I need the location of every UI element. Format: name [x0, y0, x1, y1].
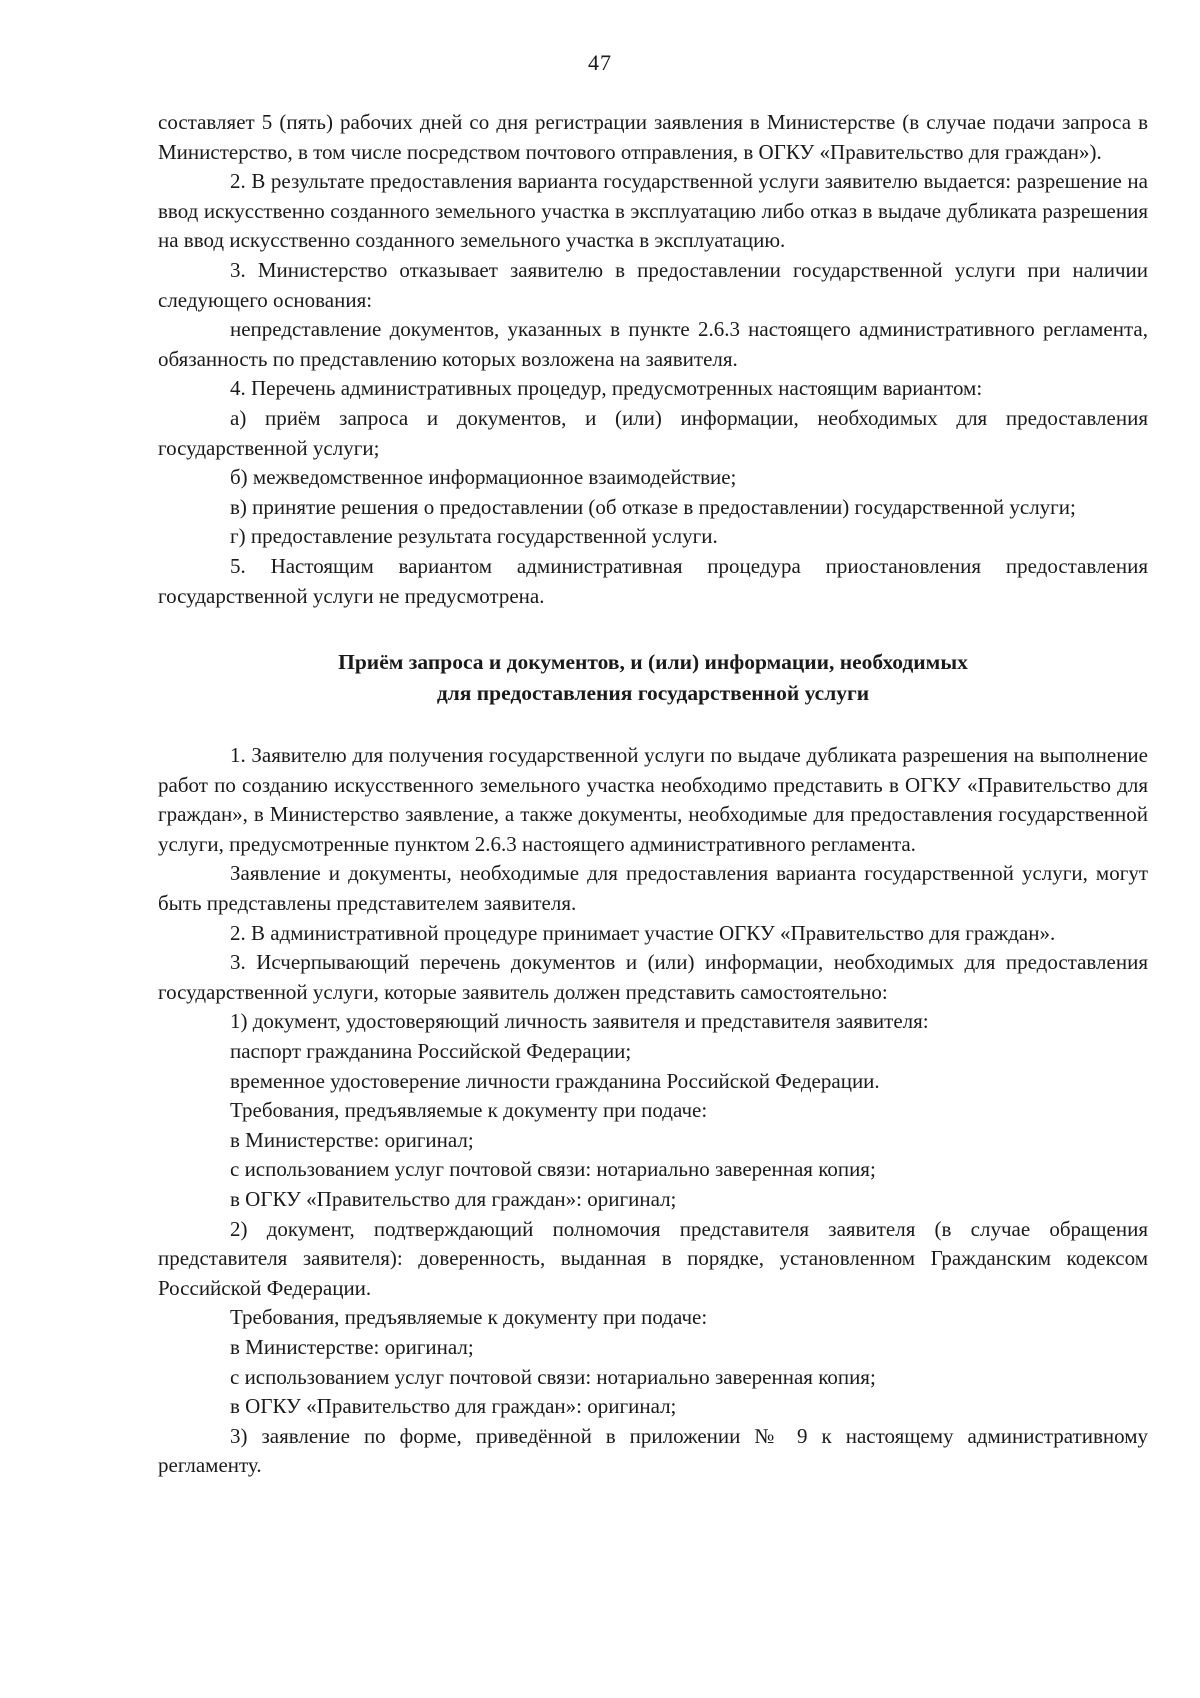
- paragraph: 3. Исчерпывающий перечень документов и (или) информации, необходимых для предоставления государственной услуги, которые заявитель должен представить самостоятельно:: [158, 950, 1148, 1004]
- section-heading-line-2: для предоставления государственной услуги: [436, 681, 870, 706]
- paragraph: с использованием услуг почтовой связи: нотариально заверенная копия;: [230, 1364, 876, 1389]
- section-heading: [158, 647, 1148, 709]
- paragraph: а) приём запроса и документов, и (или) информации, необходимых для предоставления государственной услуги;: [158, 405, 1148, 460]
- section-before-heading: [158, 108, 1148, 611]
- paragraph: Требования, предъявляемые к документу при подаче:: [230, 1305, 708, 1330]
- document-body: [158, 108, 1148, 1481]
- paragraph: 3) заявление по форме, приведённой в приложении № 9 к настоящему административному регламенту.: [158, 1423, 1148, 1478]
- paragraph: непредставление документов, указанных в пункте 2.6.3 настоящего административного регламента, обязанность по представлению которых возложена на заявителя.: [158, 317, 1148, 371]
- paragraph: б) межведомственное информационное взаимодействие;: [230, 465, 737, 490]
- paragraph: 4. Перечень административных процедур, предусмотренных настоящим вариантом:: [230, 376, 983, 401]
- paragraph: в ОГКУ «Правительство для граждан»: оригинал;: [230, 1187, 677, 1211]
- paragraph: Заявление и документы, необходимые для предоставления варианта государственной услуги, могут быть представлены представителем заявителя.: [158, 861, 1148, 916]
- paragraph: в ОГКУ «Правительство для граждан»: оригинал;: [230, 1394, 677, 1419]
- section-after-heading: [158, 741, 1148, 1481]
- paragraph: в) принятие решения о предоставлении (об отказе в предоставлении) государственной услуги;: [230, 494, 1076, 519]
- paragraph: в Министерстве: оригинал;: [230, 1334, 474, 1359]
- paragraph: 2. В результате предоставления варианта государственной услуги заявителю выдается: разрешение на ввод искусственно созданного земельного участка в эксплуатацию либо отказ в выдаче дубликата разрешения на ввод искусственно созданного земельного участка в эксплуатацию.: [158, 169, 1148, 253]
- paragraph: 3. Министерство отказывает заявителю в предоставлении государственной услуги при наличии следующего основания:: [158, 257, 1148, 312]
- paragraph: составляет 5 (пять) рабочих дней со дня регистрации заявления в Министерстве (в случае подачи запроса в Министерство, в том числе посредством почтового отправления, в ОГКУ «Правительство для граждан»).: [158, 110, 1148, 164]
- page-number: 47: [588, 50, 612, 75]
- paragraph: 2. В административной процедуре принимает участие ОГКУ «Правительство для граждан».: [230, 920, 1056, 945]
- paragraph: г) предоставление результата государственной услуги.: [230, 524, 718, 549]
- paragraph: 5. Настоящим вариантом административная процедура приостановления предоставления государственной услуги не предусмотрена.: [158, 553, 1148, 608]
- paragraph: 1) документ, удостоверяющий личность заявителя и представителя заявителя:: [230, 1009, 929, 1034]
- paragraph: 2) документ, подтверждающий полномочия представителя заявителя (в случае обращения представителя заявителя): доверенность, выданная в порядке, установленном Гражданским кодексом Российской Федерации.: [158, 1216, 1148, 1300]
- paragraph: 1. Заявителю для получения государственной услуги по выдаче дубликата разрешения на выполнение работ по созданию искусственного земельного участка необходимо представить в ОГКУ «Правительство для граждан», в Министерство заявление, а также документы, необходимые для предоставления государственной услуги, предусмотренные пунктом 2.6.3 настоящего административного регламента.: [158, 743, 1148, 856]
- paragraph: Требования, предъявляемые к документу при подаче:: [230, 1098, 708, 1123]
- section-heading-line-1: Приём запроса и документов, и (или) информации, необходимых: [338, 650, 968, 675]
- paragraph: с использованием услуг почтовой связи: нотариально заверенная копия;: [230, 1157, 876, 1182]
- paragraph: в Министерстве: оригинал;: [230, 1127, 474, 1152]
- paragraph: временное удостоверение личности гражданина Российской Федерации.: [230, 1068, 880, 1093]
- paragraph: паспорт гражданина Российской Федерации;: [230, 1039, 632, 1064]
